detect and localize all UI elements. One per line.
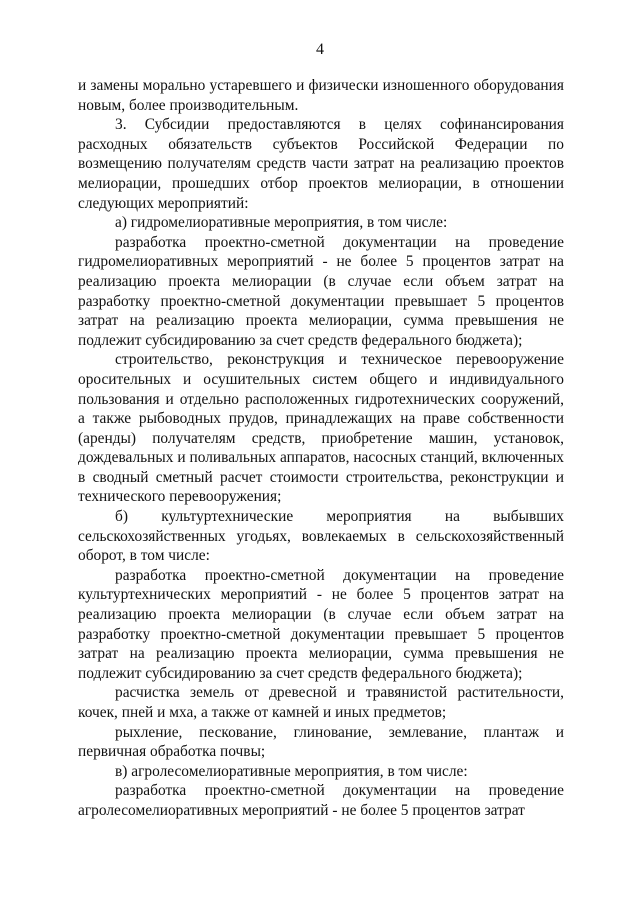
paragraph-subitem-b-cultural-technical: б) культуртехнические мероприятия на выбывших сельскохозяйственных угодьях, вовлекаемых в сельскохозяйственный оборот, в том числе: bbox=[78, 508, 564, 565]
paragraph-item-3-subsidies: 3. Субсидии предоставляются в целях софинансирования расходных обязательств субъектов Российской Федерации по возмещению получателям средств части затрат на реализацию проектов мелиорации, прошедших отбор проектов мелиорации, в отношении следующих мероприятий: bbox=[78, 116, 564, 212]
paragraph-agroforest-design-docs: разработка проектно-сметной документации на проведение агролесомелиоративных мероприятий - не более 5 процентов затрат bbox=[78, 782, 564, 819]
paragraph-equipment-replacement: и замены морально устаревшего и физически изношенного оборудования новым, более производительным. bbox=[78, 77, 564, 114]
paragraph-subitem-v-agroforest: в) агролесомелиоративные мероприятия, в том числе: bbox=[115, 762, 468, 780]
page-number: 4 bbox=[316, 41, 324, 58]
paragraph-construction-reconstruction: строительство, реконструкция и техническое перевооружение оросительных и осушительных систем общего и индивидуального пользования и отдельно расположенных гидротехнических сооружений, а также рыбоводных прудов, принадлежащих на праве собственности (аренды) получателям средств, приобретение машин, установок, дождевальных и поливальных аппаратов, насосных станций, включенных в сводный сметный расчет стоимости строительства, реконструкции и технического перевооружения; bbox=[78, 351, 564, 506]
document-body bbox=[78, 76, 564, 821]
paragraph-hydromelioration-design-docs: разработка проектно-сметной документации на проведение гидромелиоративных мероприятий - не более 5 процентов затрат на реализацию проекта мелиорации (в случае если объем затрат на разработку проектно-сметной документации превышает 5 процентов затрат на реализацию проекта мелиорации, сумма превышения не подлежит субсидированию за счет средств федерального бюджета); bbox=[78, 233, 564, 349]
paragraph-cultural-technical-design-docs: разработка проектно-сметной документации на проведение культуртехнических мероприятий - не более 5 процентов затрат на реализацию проекта мелиорации (в случае если объем затрат на разработку проектно-сметной документации превышает 5 процентов затрат на реализацию проекта мелиорации, сумма превышения не подлежит субсидированию за счет средств федерального бюджета); bbox=[78, 566, 564, 682]
paragraph-land-clearing: расчистка земель от древесной и травянистой растительности, кочек, пней и мха, а также от камней и иных предметов; bbox=[78, 684, 564, 721]
paragraph-soil-treatment: рыхление, пескование, глинование, землевание, плантаж и первичная обработка почвы; bbox=[78, 723, 564, 761]
paragraph-subitem-a-hydromelioration: а) гидромелиоративные мероприятия, в том числе: bbox=[115, 214, 448, 232]
